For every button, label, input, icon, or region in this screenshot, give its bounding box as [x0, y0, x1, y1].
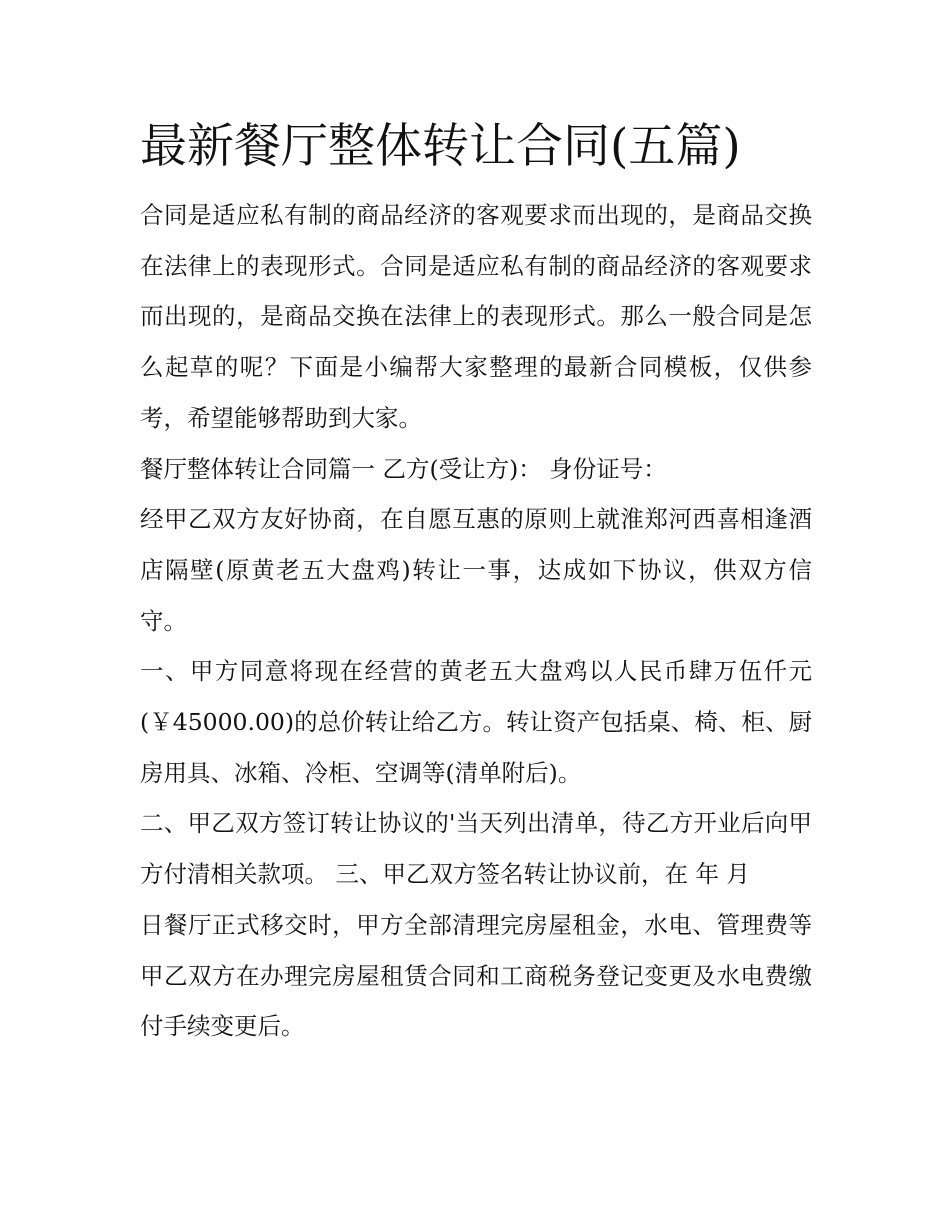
clause-one-paragraph: 一、甲方同意将现在经营的黄老五大盘鸡以人民币肆万伍仟元(￥45000.00)的总价转让给乙方。转让资产包括桌、椅、柜、厨房用具、冰箱、冷柜、空调等(清单附后)。 [140, 657, 812, 787]
document-title: 最新餐厅整体转让合同(五篇) [140, 119, 741, 174]
intro-paragraph: 合同是适应私有制的商品经济的客观要求而出现的，是商品交换在法律上的表现形式。合同是适应私有制的商品经济的客观要求而出现的，是商品交换在法律上的表现形式。那么一般合同是怎么起草的呢？下面是小编帮大家整理的最新合同模板，仅供参考，希望能够帮助到大家。 [140, 201, 812, 432]
handover-paragraph: 日餐厅正式移交时，甲方全部清理完房屋租金，水电、管理费等甲乙双方在办理完房屋租赁合同和工商税务登记变更及水电费缴付手续变更后。 [140, 910, 812, 1041]
contract-heading-line: 餐厅整体转让合同篇一 乙方(受让方)： 身份证号： [140, 454, 667, 483]
agreement-paragraph: 经甲乙双方友好协商，在自愿互惠的原则上就淮郑河西喜相逢酒店隔壁(原黄老五大盘鸡)转让一事，达成如下协议，供双方信守。 [140, 505, 812, 635]
document-page [140, 112, 812, 1052]
clause-two-three-paragraph: 二、甲乙双方签订转让协议的'当天列出清单，待乙方开业后向甲方付清相关款项。 三、甲乙双方签名转让协议前，在 年 月 [140, 809, 812, 889]
